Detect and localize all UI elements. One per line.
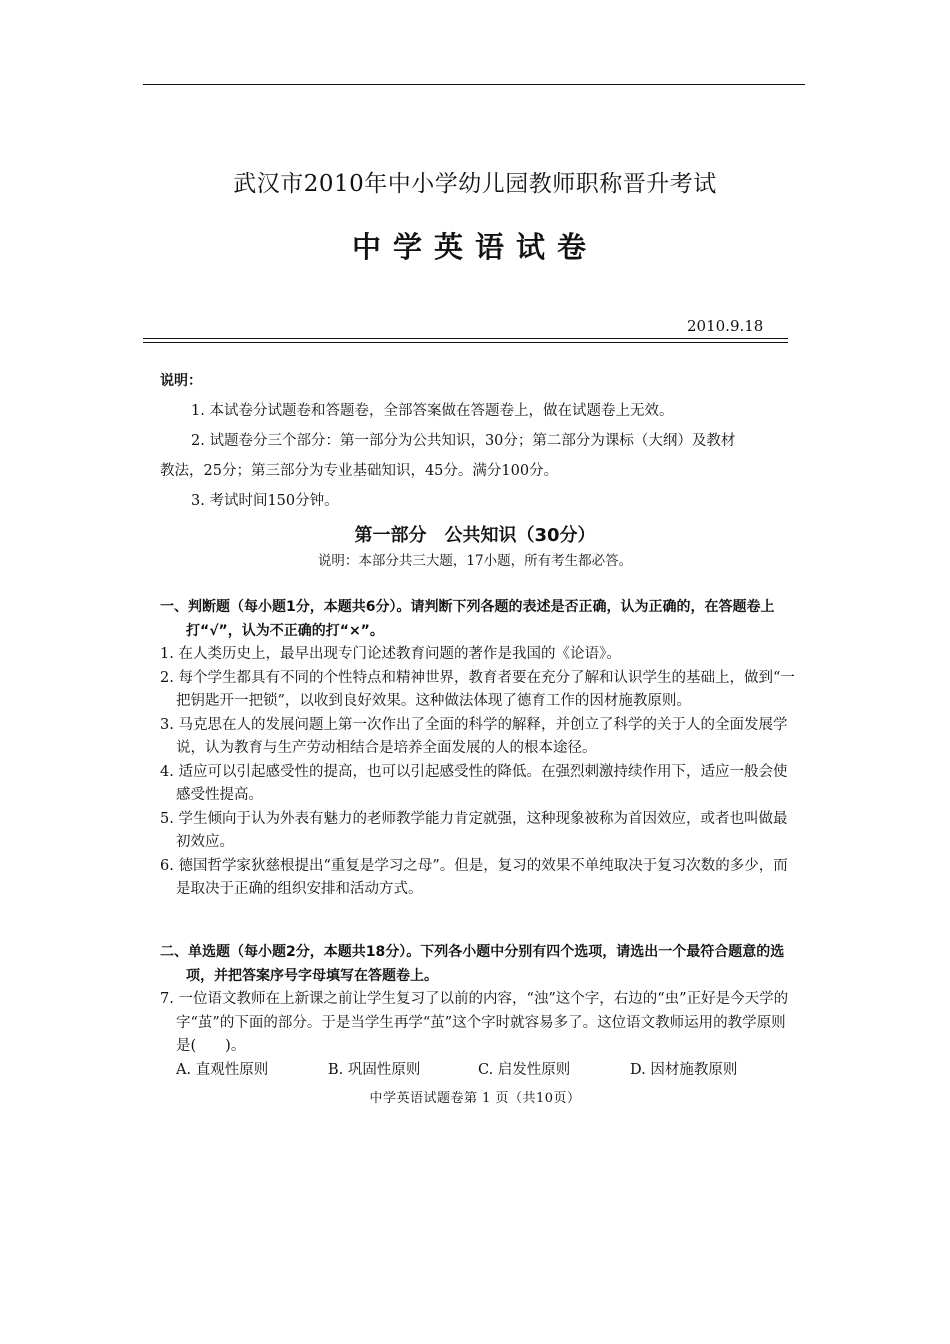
question-item: 2. 每个学生都具有不同的个性特点和精神世界，教育者要在充分了解和认识学生的基础上，做到“一把钥匙开一把锁”，以收到良好效果。这种做法体现了德育工作的因材施教原则。 bbox=[160, 669, 795, 709]
section-heading: 二、单选题（每小题2分，本题共18分）。下列各小题中分别有四个选项，请选出一个最符合题意的选项，并把答案序号字母填写在答题卷上。 bbox=[160, 944, 785, 984]
question-item: 4. 适应可以引起感受性的提高，也可以引起感受性的降低。在强烈刺激持续作用下，适应一般会使感受性提高。 bbox=[160, 763, 788, 803]
paper-title: 中学英语试卷 bbox=[351, 230, 598, 264]
option-a: A. 直观性原则 bbox=[176, 1061, 269, 1078]
question-item: 6. 德国哲学家狄慈根提出“重复是学习之母”。但是，复习的效果不单纯取决于复习次数的多少，而是取决于正确的组织安排和活动方式。 bbox=[160, 857, 788, 897]
part-note: 说明：本部分共三大题，17小题，所有考生都必答。 bbox=[317, 553, 633, 569]
exam-date: 2010.9.18 bbox=[687, 317, 764, 335]
question-item: 3. 马克思在人的发展问题上第一次作出了全面的科学的解释，并创立了科学的关于人的全面发展学说，认为教育与生产劳动相结合是培养全面发展的人的根本途径。 bbox=[160, 716, 788, 756]
option-d: D. 因材施教原则 bbox=[630, 1061, 738, 1078]
instructions-heading: 说明： bbox=[160, 373, 202, 389]
header-rule-bottom bbox=[143, 342, 788, 343]
header-rule-top bbox=[143, 338, 788, 339]
instructions bbox=[160, 366, 800, 516]
top-rule bbox=[143, 84, 805, 85]
question-item: 7. 一位语文教师在上新课之前让学生复习了以前的内容，“浊”这个字，右边的“虫”正好是今天学的字“茧”的下面的部分。于是当学生再学“茧”这个字时就容易多了。这位语文教师运用的教学原则是( )。 bbox=[160, 991, 789, 1054]
instruction-item-continued: 教法，25分；第三部分为专业基础知识，45分。满分100分。 bbox=[160, 463, 559, 479]
question-item: 5. 学生倾向于认为外表有魅力的老师教学能力肯定就强，这种现象被称为首因效应，或者也叫做最初效应。 bbox=[160, 810, 788, 850]
instruction-item: 3. 考试时间150分钟。 bbox=[191, 493, 339, 509]
section-heading: 一、判断题（每小题1分，本题共6分）。请判断下列各题的表述是否正确，认为正确的，在答题卷上打“√”，认为不正确的打“×”。 bbox=[160, 599, 775, 639]
instruction-item: 1. 本试卷分试题卷和答题卷，全部答案做在答题卷上，做在试题卷上无效。 bbox=[191, 403, 674, 419]
exam-title: 武汉市2010年中小学幼儿园教师职称晋升考试 bbox=[233, 171, 717, 197]
section-true-false bbox=[160, 596, 800, 902]
section-single-choice bbox=[160, 941, 800, 1082]
question-item: 1. 在人类历史上，最早出现专门论述教育问题的著作是我国的《论语》。 bbox=[160, 646, 621, 662]
answer-options bbox=[160, 1059, 800, 1083]
option-b: B. 巩固性原则 bbox=[328, 1061, 421, 1078]
instruction-item: 2. 试题卷分三个部分：第一部分为公共知识，30分；第二部分为课标（大纲）及教材 bbox=[191, 433, 736, 449]
option-c: C. 启发性原则 bbox=[478, 1061, 571, 1078]
page-footer: 中学英语试题卷第 1 页（共10页） bbox=[369, 1091, 581, 1106]
part-title: 第一部分 公共知识（30分） bbox=[354, 525, 596, 546]
